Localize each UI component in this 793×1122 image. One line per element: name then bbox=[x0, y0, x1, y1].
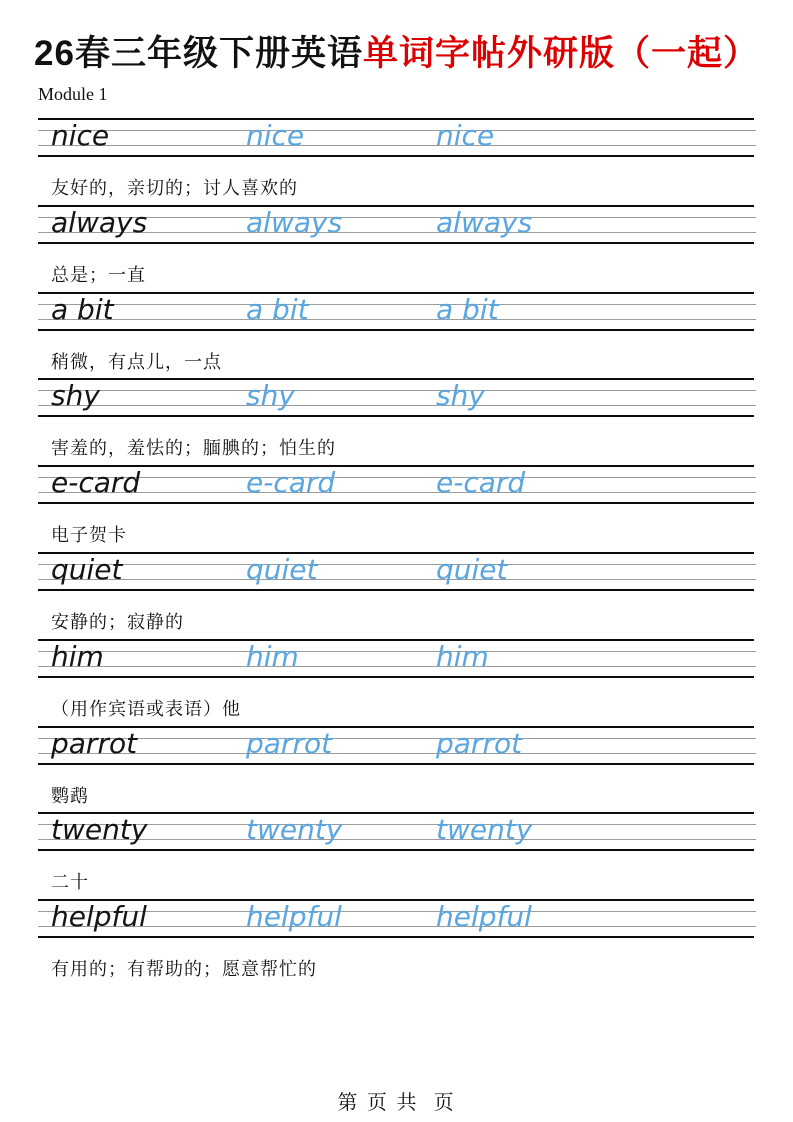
writing-guide-lines bbox=[38, 118, 754, 157]
writing-guide-lines bbox=[38, 292, 754, 331]
guide-bottom-line bbox=[38, 329, 754, 331]
word-sample: him bbox=[51, 639, 104, 673]
word-practice-row bbox=[38, 118, 754, 205]
writing-guide-lines bbox=[38, 378, 754, 417]
module-label: Module 1 bbox=[38, 84, 108, 104]
guide-bottom-line bbox=[38, 415, 754, 417]
page-title-red-part: 单词字帖外研版（一起） bbox=[362, 34, 759, 73]
guide-bottom-line bbox=[38, 155, 754, 157]
guide-top-line bbox=[38, 378, 754, 380]
guide-top-line bbox=[38, 552, 754, 554]
word-practice-list bbox=[38, 118, 754, 986]
word-practice-row bbox=[38, 205, 754, 292]
writing-guide-lines bbox=[38, 812, 754, 851]
word-sample: shy bbox=[51, 379, 100, 413]
guide-top-line bbox=[38, 639, 754, 641]
writing-guide-lines bbox=[38, 205, 754, 244]
word-definition: 总是；一直 bbox=[51, 264, 146, 285]
word-sample: helpful bbox=[51, 900, 147, 934]
guide-middle-line-2 bbox=[38, 405, 756, 406]
guide-middle-line-1 bbox=[38, 651, 756, 652]
word-trace-copy-2: twenty bbox=[436, 813, 533, 847]
word-trace-copy-1: a bit bbox=[246, 292, 309, 326]
guide-middle-line-1 bbox=[38, 477, 756, 478]
guide-bottom-line bbox=[38, 242, 754, 244]
word-practice-row bbox=[38, 292, 754, 379]
word-trace-copy-2: quiet bbox=[436, 552, 508, 586]
word-trace-copy-2: a bit bbox=[436, 292, 499, 326]
guide-bottom-line bbox=[38, 502, 754, 504]
word-sample: nice bbox=[51, 119, 110, 152]
guide-top-line bbox=[38, 726, 754, 728]
word-sample: parrot bbox=[51, 726, 138, 760]
word-definition: 二十 bbox=[51, 872, 89, 893]
word-definition: 害羞的，羞怯的；腼腆的；怕生的 bbox=[51, 438, 336, 459]
word-trace-copy-2: parrot bbox=[436, 726, 523, 760]
guide-bottom-line bbox=[38, 936, 754, 938]
word-trace-copy-2: e-card bbox=[436, 466, 526, 500]
writing-guide-lines bbox=[38, 726, 754, 765]
word-trace-copy-1: shy bbox=[246, 379, 295, 413]
word-definition: 稍微，有点儿，一点 bbox=[51, 351, 222, 372]
word-sample: always bbox=[51, 205, 148, 239]
word-practice-row bbox=[38, 726, 754, 813]
word-sample: twenty bbox=[51, 813, 148, 847]
word-sample: quiet bbox=[51, 552, 123, 586]
guide-middle-line-1 bbox=[38, 738, 756, 739]
guide-middle-line-2 bbox=[38, 666, 756, 667]
word-trace-copy-1: parrot bbox=[246, 726, 333, 760]
guide-middle-line-1 bbox=[38, 390, 756, 391]
word-practice-row bbox=[38, 465, 754, 552]
word-trace-copy-2: shy bbox=[436, 379, 485, 413]
guide-middle-line-2 bbox=[38, 319, 756, 320]
writing-guide-lines bbox=[38, 465, 754, 504]
guide-bottom-line bbox=[38, 849, 754, 851]
word-trace-copy-2: always bbox=[436, 205, 533, 239]
word-trace-copy-1: quiet bbox=[246, 552, 318, 586]
writing-guide-lines bbox=[38, 639, 754, 678]
word-definition: 电子贺卡 bbox=[51, 525, 127, 546]
guide-bottom-line bbox=[38, 763, 754, 765]
word-trace-copy-1: e-card bbox=[246, 466, 336, 500]
guide-top-line bbox=[38, 292, 754, 294]
word-definition: 鹦鹉 bbox=[51, 785, 89, 806]
guide-middle-line-2 bbox=[38, 753, 756, 754]
word-trace-copy-1: nice bbox=[246, 119, 305, 152]
guide-middle-line-2 bbox=[38, 145, 756, 146]
word-practice-row bbox=[38, 378, 754, 465]
word-trace-copy-1: always bbox=[246, 205, 343, 239]
word-definition: 安静的；寂静的 bbox=[51, 611, 184, 632]
guide-bottom-line bbox=[38, 676, 754, 678]
guide-top-line bbox=[38, 118, 754, 120]
page-footer: 第 页 共 页 bbox=[337, 1092, 456, 1114]
guide-bottom-line bbox=[38, 589, 754, 591]
guide-middle-line-1 bbox=[38, 130, 756, 131]
guide-middle-line-1 bbox=[38, 564, 756, 565]
page-title-black-part: 26春三年级下册英语 bbox=[34, 34, 363, 73]
word-definition: （用作宾语或表语）他 bbox=[51, 698, 241, 719]
word-trace-copy-1: him bbox=[246, 639, 299, 673]
writing-guide-lines bbox=[38, 552, 754, 591]
word-trace-copy-2: helpful bbox=[436, 900, 532, 934]
word-practice-row bbox=[38, 552, 754, 639]
word-trace-copy-1: helpful bbox=[246, 900, 342, 934]
guide-middle-line-2 bbox=[38, 579, 756, 580]
word-definition: 友好的，亲切的；讨人喜欢的 bbox=[51, 178, 298, 198]
word-trace-copy-2: him bbox=[436, 639, 489, 673]
word-trace-copy-1: twenty bbox=[246, 813, 343, 847]
word-practice-row bbox=[38, 639, 754, 726]
word-practice-row bbox=[38, 812, 754, 899]
word-sample: e-card bbox=[51, 466, 141, 500]
writing-guide-lines bbox=[38, 899, 754, 938]
guide-middle-line-2 bbox=[38, 492, 756, 493]
guide-middle-line-1 bbox=[38, 304, 756, 305]
word-practice-row bbox=[38, 899, 754, 986]
guide-top-line bbox=[38, 465, 754, 467]
page-title bbox=[0, 26, 793, 76]
word-definition: 有用的；有帮助的；愿意帮忙的 bbox=[51, 959, 317, 980]
word-sample: a bit bbox=[51, 292, 114, 326]
word-trace-copy-2: nice bbox=[436, 119, 495, 152]
